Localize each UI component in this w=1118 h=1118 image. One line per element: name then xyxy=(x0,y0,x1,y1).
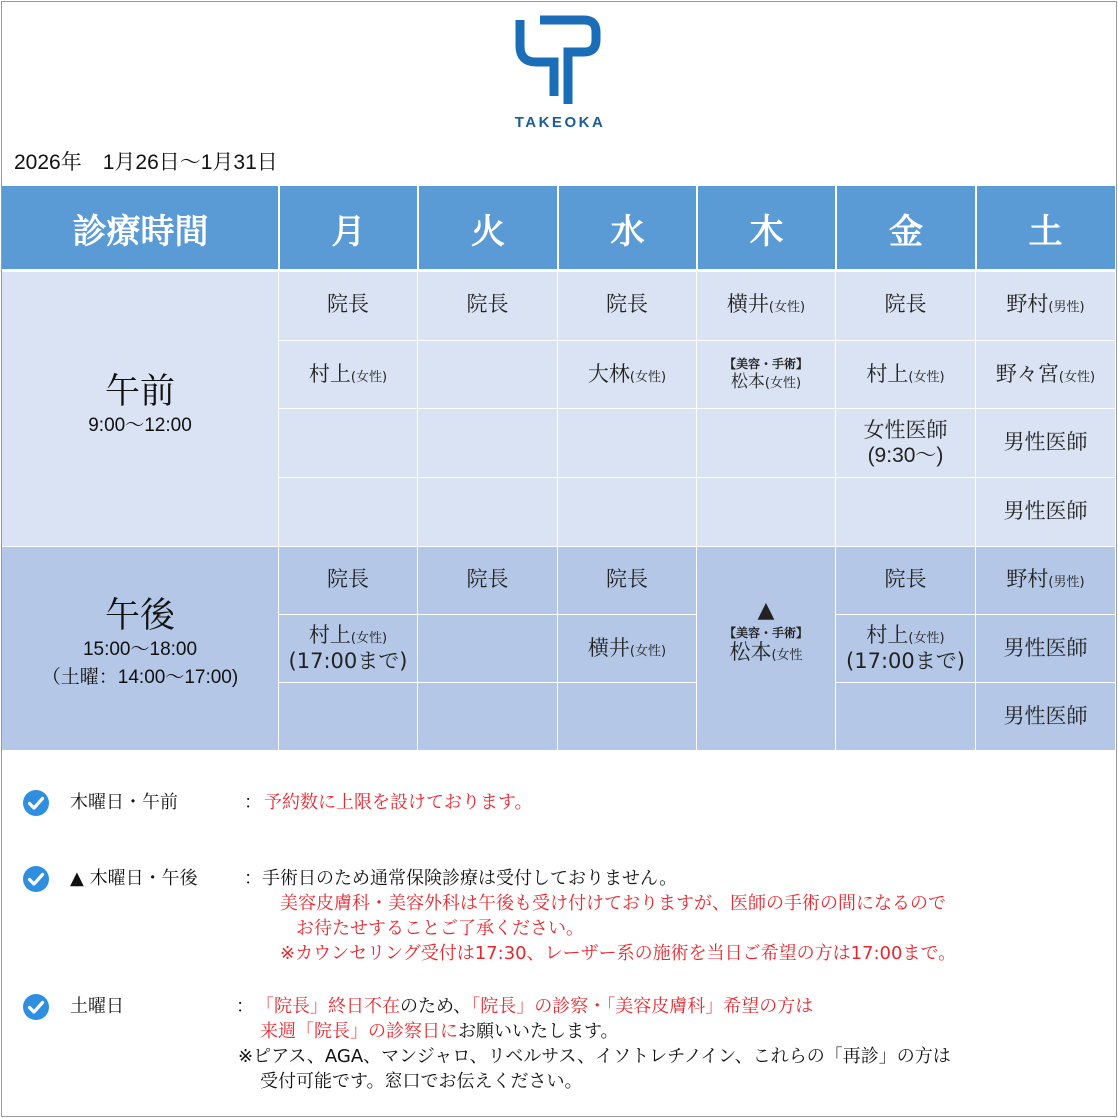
check-circle-icon xyxy=(22,993,50,1021)
header-day-thu: 木 xyxy=(697,186,836,270)
afternoon-title: 午後 xyxy=(104,596,175,636)
morning-title: 午前 xyxy=(104,372,175,412)
note-thursday-pm-label: ▲ 木曜日・午後 xyxy=(70,868,198,889)
afternoon-hours: 15:00～18:00 xyxy=(82,639,198,661)
header-day-mon: 月 xyxy=(279,186,418,270)
header-day-wed: 水 xyxy=(558,186,697,270)
am-fri-3: 女性医師 (9:30～) xyxy=(863,417,948,467)
header-day-tue: 火 xyxy=(418,186,558,270)
pm-wed-1: 院長 xyxy=(606,567,648,592)
note-thursday-pm-red-1: 美容皮膚科・美容外科は午後も受け付けておりますが、医師の手術の間になるので xyxy=(280,893,946,914)
am-fri-1: 院長 xyxy=(884,292,927,317)
pm-mon-1: 院長 xyxy=(327,567,369,592)
takeoka-logo xyxy=(510,14,610,134)
am-sat-4: 男性医師 xyxy=(1003,499,1088,524)
am-wed-1: 院長 xyxy=(606,292,648,317)
am-wed-2: 大林(女性) xyxy=(587,361,667,386)
note-thursday-pm-red-2: お待たせすることご了承ください。 xyxy=(296,918,584,939)
afternoon-hours-saturday: （土曜：14:00～17:00) xyxy=(41,666,239,688)
header-time-column: 診療時間 xyxy=(2,186,279,270)
note-thursday-am-colon: ： xyxy=(244,792,262,813)
pm-fri-2: 村上(女性) (17:00まで) xyxy=(846,623,965,673)
note-saturday-label: 土曜日 xyxy=(70,996,124,1017)
note-saturday-colon: ： xyxy=(236,996,254,1017)
header-day-fri: 金 xyxy=(836,186,976,270)
morning-label xyxy=(2,372,278,440)
date-range: 2026年 1月26日～1月31日 xyxy=(14,151,278,174)
am-sat-2: 野々宮(女性) xyxy=(995,361,1096,386)
pm-thu-merged: ▲ 【美容・手術】 松本(女性 xyxy=(723,598,808,665)
note-saturday-line-4: 受付可能です。窓口でお伝えください。 xyxy=(260,1071,583,1092)
am-tue-1: 院長 xyxy=(466,292,509,317)
check-circle-icon xyxy=(22,865,50,893)
note-thursday-pm-text: ：手術日のため通常保険診療は受付しておりません。 xyxy=(244,868,678,889)
am-mon-2: 村上(女性) xyxy=(308,361,388,386)
note-thursday-am-label: 木曜日・午前 xyxy=(70,792,178,813)
check-circle-icon xyxy=(22,789,50,817)
am-fri-2: 村上(女性) xyxy=(866,361,945,386)
header-day-sat: 土 xyxy=(976,186,1115,270)
logo-text: TAKEOKA xyxy=(514,114,606,131)
am-sat-1: 野村(男性) xyxy=(1006,292,1085,317)
am-sat-3: 男性医師 xyxy=(1003,430,1088,455)
triangle-marker-icon: ▲ xyxy=(757,598,775,623)
note-thursday-am-text: 予約数に上限を設けております。 xyxy=(264,792,533,813)
note-saturday-line-2: 来週「院長」の診察日にお願いいたします。 xyxy=(260,1021,619,1042)
pm-sat-2: 男性医師 xyxy=(1003,635,1088,660)
note-thursday-pm-red-3: ※カウンセリング受付は17:30、レーザー系の施術を当日ご希望の方は17:00まで。 xyxy=(280,943,957,964)
note-saturday-line-1: 「院長」終日不在のため、「院長」の診察・「美容皮膚科」希望の方は xyxy=(256,996,814,1017)
note-saturday-line-3: ※ピアス、AGA、マンジャロ、リベルサス、イソトレチノイン、これらの「再診」の方は xyxy=(238,1046,951,1067)
pm-wed-2: 横井(女性) xyxy=(587,635,667,660)
afternoon-label xyxy=(2,596,278,691)
pm-mon-2: 村上(女性) (17:00まで) xyxy=(288,623,408,673)
pm-sat-1: 野村(男性) xyxy=(1006,567,1085,592)
am-thu-2: 【美容・手術】 松本(女性) xyxy=(723,357,808,392)
pm-sat-3: 男性医師 xyxy=(1003,703,1088,728)
am-thu-1: 横井(女性) xyxy=(726,292,806,317)
logo-mark-icon xyxy=(510,14,610,114)
am-mon-1: 院長 xyxy=(327,292,369,317)
pm-fri-1: 院長 xyxy=(884,567,927,592)
pm-tue-1: 院長 xyxy=(466,567,509,592)
morning-hours: 9:00～12:00 xyxy=(88,415,192,437)
